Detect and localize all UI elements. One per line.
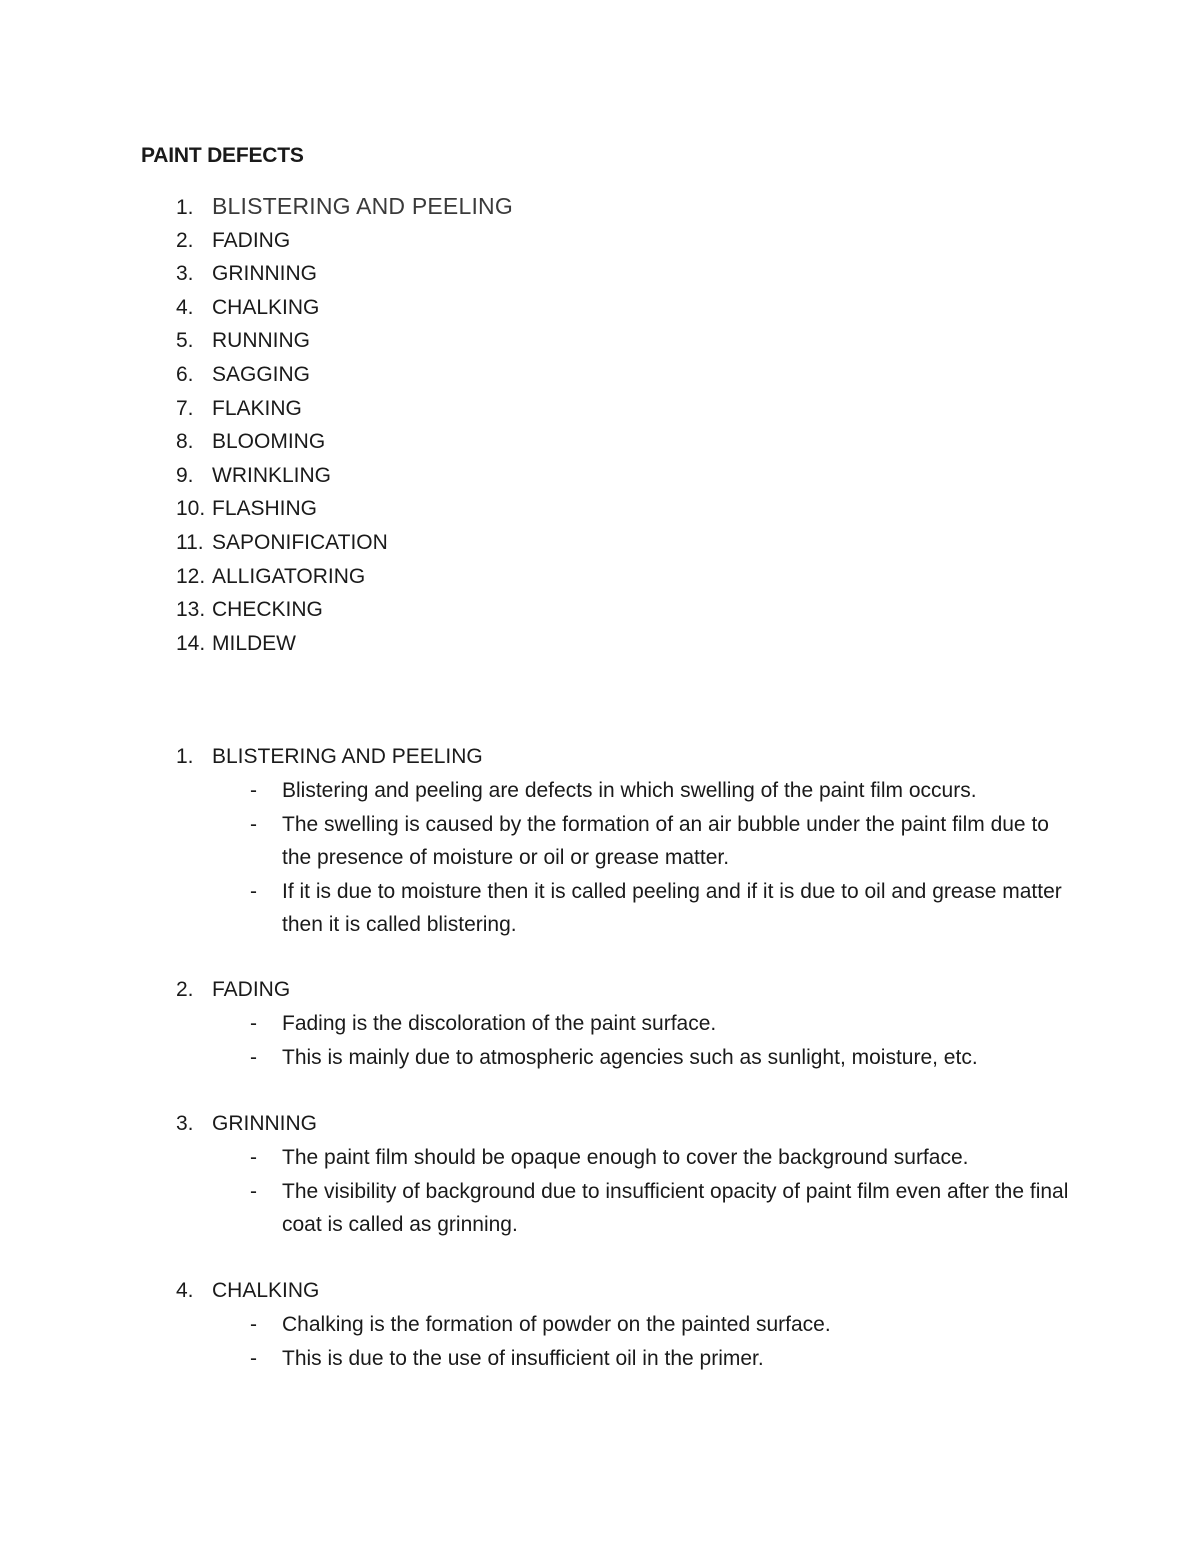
list-item — [176, 291, 513, 325]
list-item — [176, 526, 513, 560]
bullet-list — [176, 1308, 1076, 1375]
bullet-item — [176, 875, 1076, 942]
section-title: CHALKING — [212, 1279, 320, 1302]
section-chalking — [176, 1274, 1076, 1375]
bullet-text: The visibility of background due to insufficient opacity of paint film even after the final coat is called as grinning. — [282, 1179, 1069, 1236]
section-heading — [176, 1107, 1076, 1141]
list-item — [176, 224, 513, 258]
section-heading — [176, 1274, 1076, 1308]
bullet-text: Blistering and peeling are defects in which swelling of the paint film occurs. — [282, 779, 977, 802]
document-title: PAINT DEFECTS — [141, 144, 304, 167]
bullet-text: Fading is the discoloration of the paint surface. — [282, 1012, 717, 1035]
list-number: 10. — [176, 497, 206, 521]
list-number: 2. — [176, 228, 194, 252]
list-label: ALLIGATORING — [212, 564, 366, 588]
list-label: CHECKING — [212, 598, 323, 622]
list-item — [176, 190, 513, 224]
bullet-text: This is due to the use of insufficient oil in the primer. — [282, 1346, 764, 1370]
dash-marker: - — [250, 1045, 257, 1069]
bullet-item — [176, 1041, 1076, 1075]
section-number: 4. — [176, 1279, 194, 1302]
bullet-list — [176, 774, 1076, 942]
list-item — [176, 257, 513, 291]
list-label: BLISTERING AND PEELING — [212, 193, 513, 219]
bullet-item — [176, 1308, 1076, 1342]
list-label: CHALKING — [212, 295, 320, 319]
list-number: 14. — [176, 631, 206, 655]
list-item — [176, 392, 513, 426]
bullet-item — [176, 1342, 1076, 1376]
dash-marker: - — [250, 1012, 257, 1035]
bullet-item — [176, 1141, 1076, 1175]
list-number: 6. — [176, 362, 194, 386]
list-label: MILDEW — [212, 631, 296, 655]
dash-marker: - — [250, 812, 257, 836]
list-label: FADING — [212, 228, 291, 252]
section-fading — [176, 973, 1076, 1074]
bullet-item — [176, 808, 1076, 875]
dash-marker: - — [250, 1179, 257, 1203]
dash-marker: - — [250, 1146, 257, 1169]
list-number: 4. — [176, 295, 194, 319]
section-number: 1. — [176, 745, 194, 768]
section-heading — [176, 740, 1076, 774]
list-label: SAGGING — [212, 362, 311, 386]
list-label: GRINNING — [212, 262, 317, 286]
list-number: 5. — [176, 329, 194, 353]
bullet-text: If it is due to moisture then it is called peeling and if it is due to oil and grease matter then it is called blistering. — [282, 879, 1062, 936]
section-title: BLISTERING AND PEELING — [212, 745, 483, 768]
dash-marker: - — [250, 1313, 257, 1336]
list-label: BLOOMING — [212, 430, 326, 454]
bullet-item — [176, 1175, 1076, 1242]
list-number: 8. — [176, 430, 194, 454]
list-number: 9. — [176, 463, 194, 487]
section-title: FADING — [212, 978, 291, 1001]
dash-marker: - — [250, 779, 257, 802]
bullet-item — [176, 774, 1076, 808]
list-item — [176, 425, 513, 459]
bullet-list — [176, 1007, 1076, 1074]
list-label: SAPONIFICATION — [212, 530, 388, 554]
bullet-text: Chalking is the formation of powder on the painted surface. — [282, 1313, 831, 1336]
section-title: GRINNING — [212, 1112, 317, 1135]
defects-list — [176, 190, 513, 660]
bullet-text: The swelling is caused by the formation of an air bubble under the paint film due to the presence of moisture or oil or grease matter. — [282, 812, 1049, 869]
list-item — [176, 459, 513, 493]
list-label: WRINKLING — [212, 463, 332, 487]
bullet-list — [176, 1141, 1076, 1242]
bullet-text: The paint film should be opaque enough to cover the background surface. — [282, 1146, 969, 1169]
list-number: 11. — [176, 530, 204, 554]
bullet-item — [176, 1007, 1076, 1041]
section-heading — [176, 973, 1076, 1007]
list-number: 12. — [176, 564, 206, 588]
list-item — [176, 560, 513, 594]
section-number: 3. — [176, 1112, 194, 1135]
list-item — [176, 593, 513, 627]
list-item — [176, 492, 513, 526]
bullet-text: This is mainly due to atmospheric agencies such as sunlight, moisture, etc. — [282, 1045, 978, 1069]
list-label: FLASHING — [212, 497, 318, 521]
list-number: 1. — [176, 196, 194, 219]
section-number: 2. — [176, 978, 194, 1001]
list-item — [176, 627, 513, 661]
section-grinning — [176, 1107, 1076, 1242]
list-item — [176, 358, 513, 392]
list-number: 7. — [176, 396, 194, 420]
section-blistering-and-peeling — [176, 740, 1076, 942]
dash-marker: - — [250, 1346, 257, 1370]
list-label: RUNNING — [212, 329, 310, 353]
list-label: FLAKING — [212, 396, 302, 420]
dash-marker: - — [250, 879, 257, 903]
list-number: 3. — [176, 262, 194, 286]
list-number: 13. — [176, 598, 206, 622]
list-item — [176, 324, 513, 358]
